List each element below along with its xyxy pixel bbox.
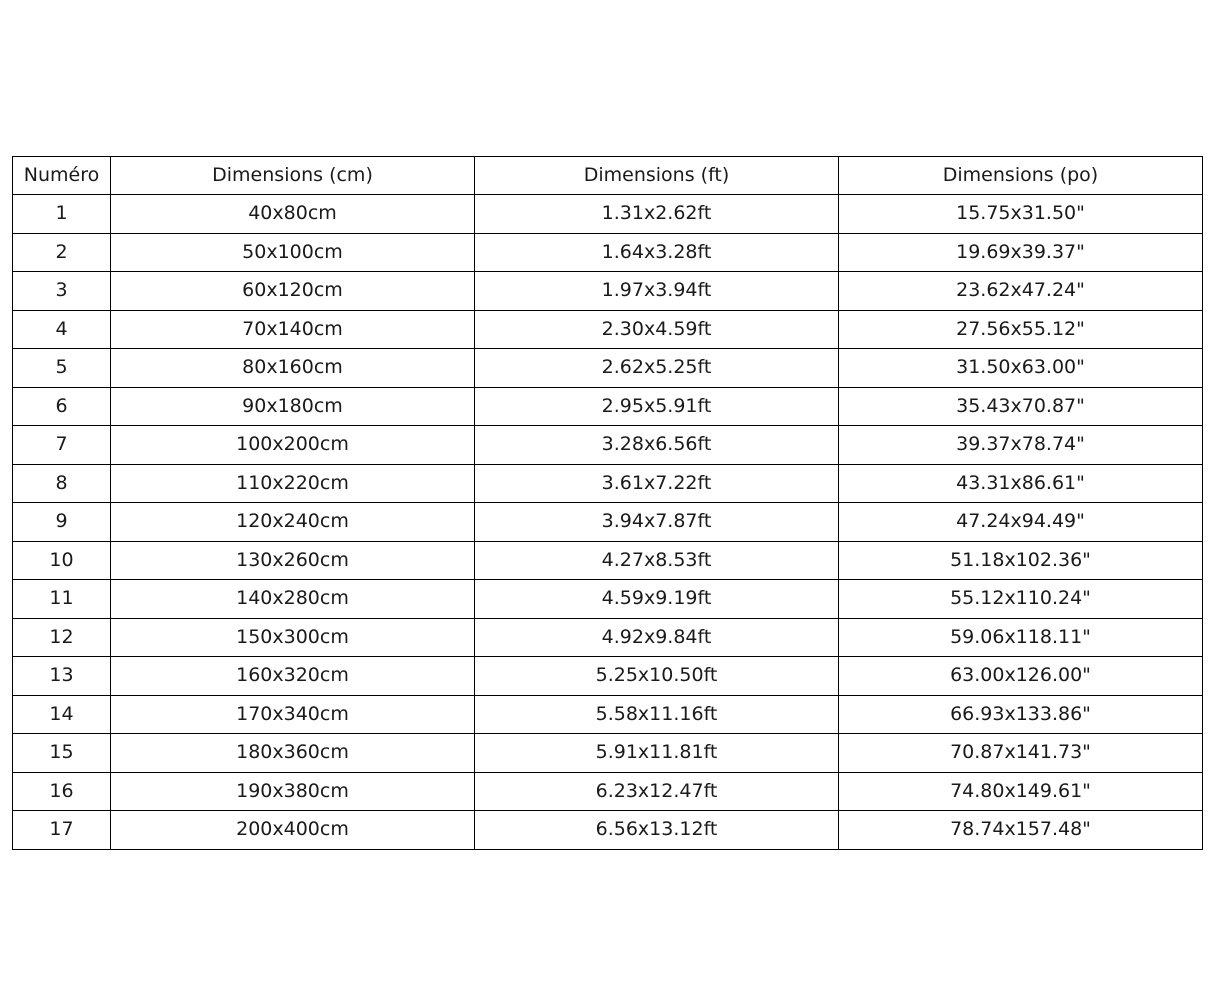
cell-dimensions-cm: 130x260cm [111, 541, 475, 580]
cell-dimensions-cm: 60x120cm [111, 272, 475, 311]
cell-dimensions-cm: 110x220cm [111, 464, 475, 503]
table-header [13, 157, 1203, 195]
cell-dimensions-po: 74.80x149.61" [839, 772, 1203, 811]
cell-dimensions-ft: 5.58x11.16ft [475, 695, 839, 734]
cell-dimensions-po: 78.74x157.48" [839, 811, 1203, 850]
cell-dimensions-ft: 4.59x9.19ft [475, 580, 839, 619]
cell-dimensions-po: 43.31x86.61" [839, 464, 1203, 503]
cell-numero: 7 [13, 426, 111, 465]
table-row [13, 541, 1203, 580]
cell-numero: 4 [13, 310, 111, 349]
table-row [13, 310, 1203, 349]
table-row [13, 233, 1203, 272]
cell-dimensions-po: 35.43x70.87" [839, 387, 1203, 426]
cell-dimensions-cm: 180x360cm [111, 734, 475, 773]
table-header-row [13, 157, 1203, 195]
cell-dimensions-po: 31.50x63.00" [839, 349, 1203, 388]
table-row [13, 618, 1203, 657]
cell-dimensions-po: 63.00x126.00" [839, 657, 1203, 696]
cell-dimensions-ft: 6.23x12.47ft [475, 772, 839, 811]
cell-dimensions-po: 19.69x39.37" [839, 233, 1203, 272]
cell-dimensions-po: 39.37x78.74" [839, 426, 1203, 465]
cell-numero: 12 [13, 618, 111, 657]
table-row [13, 772, 1203, 811]
table-body [13, 195, 1203, 850]
cell-numero: 6 [13, 387, 111, 426]
cell-dimensions-ft: 6.56x13.12ft [475, 811, 839, 850]
cell-dimensions-po: 51.18x102.36" [839, 541, 1203, 580]
dimensions-table [12, 156, 1203, 850]
cell-numero: 11 [13, 580, 111, 619]
table-row [13, 426, 1203, 465]
cell-dimensions-po: 15.75x31.50" [839, 195, 1203, 234]
cell-numero: 3 [13, 272, 111, 311]
table-row [13, 349, 1203, 388]
cell-dimensions-ft: 5.91x11.81ft [475, 734, 839, 773]
cell-dimensions-cm: 140x280cm [111, 580, 475, 619]
cell-dimensions-cm: 70x140cm [111, 310, 475, 349]
table-row [13, 503, 1203, 542]
dimensions-table-container [12, 156, 1202, 850]
cell-dimensions-cm: 40x80cm [111, 195, 475, 234]
cell-numero: 10 [13, 541, 111, 580]
column-header-dimensions-ft: Dimensions (ft) [475, 157, 839, 195]
cell-dimensions-ft: 2.95x5.91ft [475, 387, 839, 426]
table-row [13, 580, 1203, 619]
cell-dimensions-ft: 3.28x6.56ft [475, 426, 839, 465]
cell-dimensions-cm: 120x240cm [111, 503, 475, 542]
cell-dimensions-ft: 4.27x8.53ft [475, 541, 839, 580]
column-header-dimensions-po: Dimensions (po) [839, 157, 1203, 195]
cell-dimensions-cm: 170x340cm [111, 695, 475, 734]
cell-numero: 9 [13, 503, 111, 542]
cell-dimensions-ft: 1.97x3.94ft [475, 272, 839, 311]
cell-numero: 2 [13, 233, 111, 272]
cell-dimensions-po: 27.56x55.12" [839, 310, 1203, 349]
cell-dimensions-ft: 2.30x4.59ft [475, 310, 839, 349]
cell-dimensions-cm: 190x380cm [111, 772, 475, 811]
table-row [13, 272, 1203, 311]
column-header-numero: Numéro [13, 157, 111, 195]
cell-dimensions-cm: 150x300cm [111, 618, 475, 657]
cell-numero: 13 [13, 657, 111, 696]
cell-numero: 16 [13, 772, 111, 811]
table-row [13, 195, 1203, 234]
cell-numero: 14 [13, 695, 111, 734]
cell-dimensions-cm: 200x400cm [111, 811, 475, 850]
table-row [13, 657, 1203, 696]
cell-dimensions-ft: 5.25x10.50ft [475, 657, 839, 696]
cell-dimensions-ft: 4.92x9.84ft [475, 618, 839, 657]
cell-numero: 1 [13, 195, 111, 234]
cell-numero: 8 [13, 464, 111, 503]
cell-dimensions-po: 47.24x94.49" [839, 503, 1203, 542]
table-row [13, 695, 1203, 734]
cell-dimensions-cm: 100x200cm [111, 426, 475, 465]
cell-numero: 17 [13, 811, 111, 850]
cell-dimensions-po: 59.06x118.11" [839, 618, 1203, 657]
table-row [13, 811, 1203, 850]
cell-numero: 5 [13, 349, 111, 388]
cell-dimensions-ft: 1.64x3.28ft [475, 233, 839, 272]
cell-numero: 15 [13, 734, 111, 773]
cell-dimensions-ft: 2.62x5.25ft [475, 349, 839, 388]
table-row [13, 387, 1203, 426]
cell-dimensions-po: 55.12x110.24" [839, 580, 1203, 619]
cell-dimensions-po: 70.87x141.73" [839, 734, 1203, 773]
column-header-dimensions-cm: Dimensions (cm) [111, 157, 475, 195]
cell-dimensions-cm: 80x160cm [111, 349, 475, 388]
table-row [13, 734, 1203, 773]
cell-dimensions-ft: 1.31x2.62ft [475, 195, 839, 234]
cell-dimensions-cm: 160x320cm [111, 657, 475, 696]
table-row [13, 464, 1203, 503]
cell-dimensions-cm: 50x100cm [111, 233, 475, 272]
cell-dimensions-po: 66.93x133.86" [839, 695, 1203, 734]
cell-dimensions-ft: 3.61x7.22ft [475, 464, 839, 503]
cell-dimensions-cm: 90x180cm [111, 387, 475, 426]
cell-dimensions-ft: 3.94x7.87ft [475, 503, 839, 542]
cell-dimensions-po: 23.62x47.24" [839, 272, 1203, 311]
